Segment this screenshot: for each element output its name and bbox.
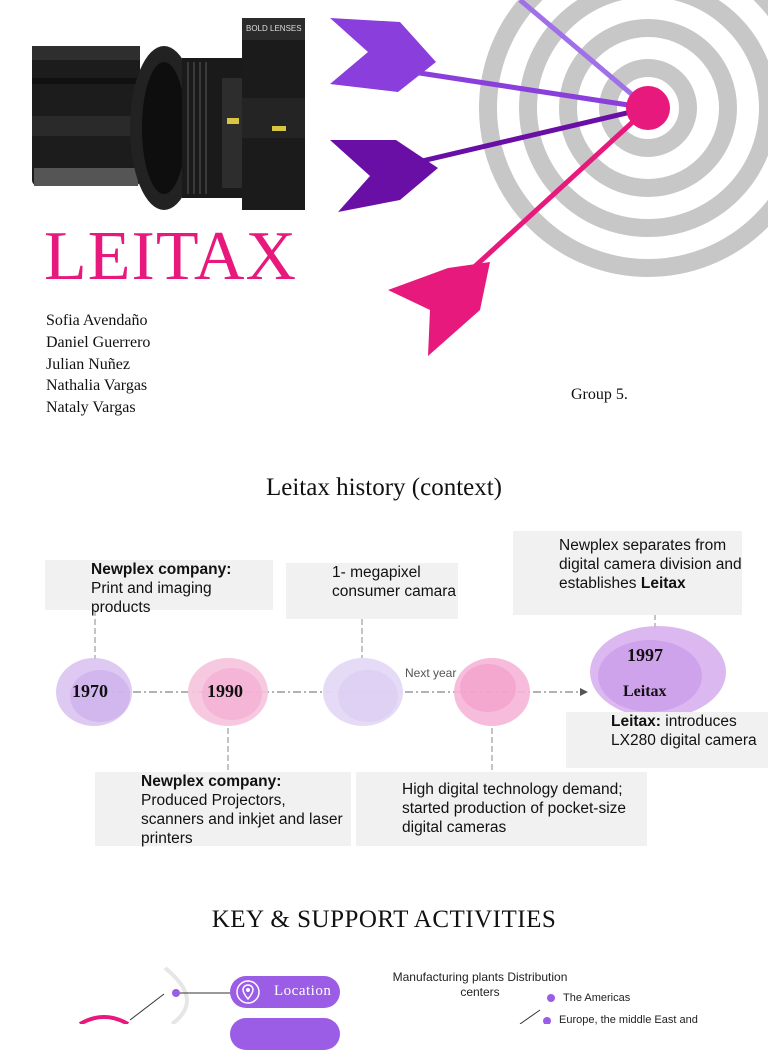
target-with-arrows-graphic: [330, 0, 768, 365]
member-name: Nathalia Vargas: [46, 377, 148, 395]
member-name: Daniel Guerrero: [46, 333, 151, 351]
event-box-lx280: [566, 712, 768, 768]
location-pin-icon: [236, 980, 260, 1004]
watercolor-blob-camera: [323, 658, 403, 726]
event-heading: Leitax:: [611, 713, 661, 730]
year-label-1997: 1997: [627, 645, 663, 665]
event-emphasis: Leitax: [640, 575, 686, 592]
year-label-1970: 1970: [72, 681, 108, 701]
brand-title: LEITAX: [44, 218, 298, 295]
camera-lenses-illustration: [32, 18, 305, 215]
location-pill-label: Location: [274, 983, 332, 999]
leitax-blob-label: Leitax: [623, 683, 667, 700]
event-heading: Newplex company:: [91, 561, 232, 578]
event-box-newplex-print: [45, 560, 273, 616]
event-text: Newplex separates from digital camera division and establishes: [559, 537, 742, 592]
event-text: High digital technology demand; started production of pocket-size digital cameras: [402, 781, 627, 836]
plants-text: Manufacturing plants Distribution centers: [392, 970, 568, 999]
group-label: Group 5.: [571, 386, 628, 403]
event-heading: Newplex company:: [141, 773, 282, 790]
watercolor-blob-1997: [590, 626, 726, 718]
event-box-demand: [356, 772, 647, 846]
year-label-1990: 1990: [207, 681, 243, 701]
key-activities-title: KEY & SUPPORT ACTIVITIES: [211, 906, 557, 933]
camera-lenses-photo: [32, 18, 305, 215]
member-name: Julian Nuñez: [46, 355, 130, 373]
next-year-label: Next year: [405, 666, 457, 680]
event-box-projectors: [95, 772, 351, 846]
watercolor-blob-next-year: [454, 658, 530, 726]
event-box-megapixel: [286, 563, 458, 619]
event-box-separates: [513, 531, 742, 615]
event-text: introduces LX280 digital camera: [611, 713, 757, 749]
event-text: Produced Projectors, scanners and inkjet and laser printers: [141, 792, 343, 847]
target-icon: [330, 0, 768, 365]
lens-brand-text: BOLD LENSES: [246, 24, 302, 33]
member-name: Sofia Avendaño: [46, 312, 148, 329]
event-text: Print and imaging products: [91, 580, 212, 616]
region-europe: Europe, the middle East and: [559, 1014, 698, 1026]
team-members-list: [46, 310, 150, 419]
activity-pill: [230, 1018, 340, 1050]
member-name: Nataly Vargas: [46, 399, 136, 417]
event-text: 1- megapixel consumer camara: [332, 564, 457, 600]
region-americas: The Americas: [563, 992, 631, 1004]
history-title: Leitax history (context): [265, 474, 503, 501]
location-pill: [230, 976, 340, 1008]
timeline-arrow-icon: [580, 688, 588, 696]
